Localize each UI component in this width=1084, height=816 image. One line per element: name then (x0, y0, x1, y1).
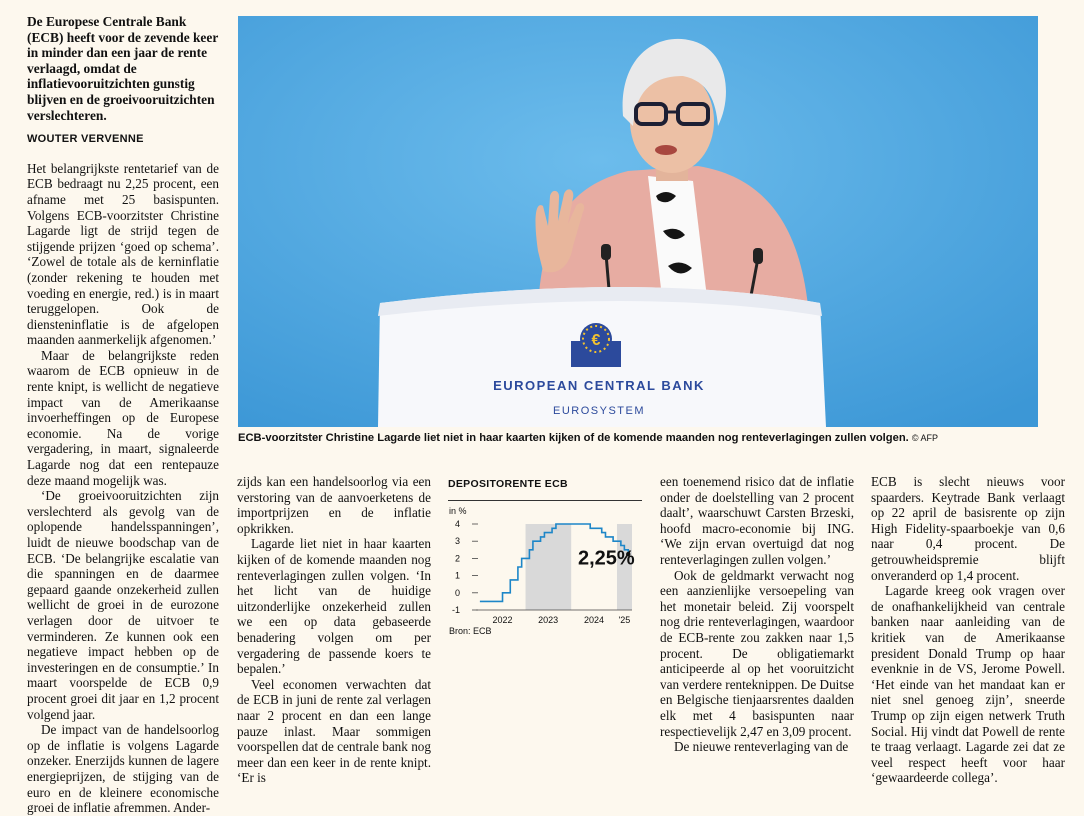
chart-ytick-label: -1 (451, 605, 460, 615)
chart-xtick-label: '25 (618, 615, 631, 625)
paragraph: Maar de belangrijkste reden waarom de ECB opnieuw in de rente knipt, is wellicht de negatieve impact van de Amerikaanse invoerheffingen op de Europese economie. Na de vorige vergadering, in maart, signaleerde Lagarde nog dat een rentepauze deze maand mogelijk was. (27, 347, 219, 488)
byline: WOUTER VERVENNE (27, 133, 144, 146)
chart-xtick-label: 2022 (492, 615, 513, 625)
chart-xtick-label: 2023 (538, 615, 559, 625)
chart-ytick-label: 1 (454, 570, 460, 581)
chart-title: DEPOSITORENTE ECB (448, 478, 568, 490)
paragraph: zijds kan een handelsoorlog via een verstoring van de aanvoerketens de importprijzen en de inflatie opkrikken. (237, 474, 431, 536)
rate-chart (448, 478, 642, 638)
photo-credit: © AFP (911, 433, 939, 443)
paragraph: ECB is slecht nieuws voor spaarders. Keytrade Bank verlaagt op 22 april de basisrente op zijn High Fidelity-spaarboekje van 0,6 naar 0,4 procent. De getrouwheidspremie blijft onveranderd op 1,4 procent. (871, 474, 1065, 583)
chart-shaded-band (526, 524, 572, 610)
podium-text-bank: EUROPEAN CENTRAL BANK (493, 378, 705, 393)
paragraph: Lagarde liet niet in haar kaarten kijken of de komende maanden nog renteverlagingen zullen volgen. ‘In het licht van de huidige uitzonderlijke onzekerheid zullen we een op data gebaseerde benadering volgen om per vergadering de passende koers te bepalen.’ (237, 536, 431, 677)
chart-ylabel: in % (449, 506, 467, 516)
article-column-1 (27, 14, 219, 816)
paragraph: Veel economen verwachten dat de ECB in juni de rente zal verlagen naar 2 procent en dan een lange pauze inlast. Maar sommigen voorspellen dat de centrale bank nog meer dan een keer in de rente knipt. ‘Er is (237, 676, 431, 786)
chart-ytick-label: 3 (454, 536, 460, 547)
lagarde-photo-illustration (238, 16, 1038, 427)
chart-ytick-label: 0 (454, 587, 460, 598)
photo-caption-text: ECB-voorzitster Christine Lagarde liet niet in haar kaarten kijken of de komende maanden nog renteverlagingen zullen volgen. (238, 432, 909, 444)
chart-ytick-label: 2 (454, 553, 460, 564)
chart-title-rule (448, 500, 642, 501)
svg-text:€: € (591, 332, 601, 349)
paragraph: ‘De groeivooruitzichten zijn verslechterd als gevolg van de oplopende handelsspanningen’, luidt de nieuwe boodschap van de ECB. ‘De belangrijke escalatie van die spanningen en de daarmee gepaard gaande onzekerheid zullen wellicht de groei in de eurozone verlagen door de uitvoer te verminderen. Ze kunnen ook een negatieve impact hebben op de investeringen en de consumptie.’ In maart voorspelde de ECB 0,9 procent groei dit jaar en 1,2 procent volgend jaar. (27, 488, 219, 722)
paragraph: een toenemend risico dat de inflatie onder de doelstelling van 2 procent daalt’, waarschuwt Carsten Brzeski, hoofd macro-economie bij ING. ‘We zijn ervan overtuigd dat nog renteverlagingen zullen volgen.’ (660, 474, 854, 567)
chart-xtick-label: 2024 (583, 615, 604, 625)
chart-source: Bron: ECB (449, 626, 492, 636)
paragraph: Lagarde kreeg ook vragen over de onafhankelijkheid van centrale banken naar aanleiding van de kritiek van de Amerikaanse president Donald Trump op haar evenknie in de VS, Jerome Powell. ‘Het einde van het mandaat kan er niet snel genoeg zijn’, sneerde Trump op zijn eigen netwerk Truth Social. Hij vindt dat Powell de rente te traag verlaagt. Lagarde zei dat ze veel respect heeft voor haar ‘gewaardeerde collega’. (871, 583, 1065, 786)
article-column-4 (871, 474, 1065, 786)
article-column-3 (660, 474, 854, 755)
article-column-2 (237, 474, 431, 786)
paragraph: Ook de geldmarkt verwacht nog een aanzienlijke versoepeling van het monetair beleid. Zij voorspelt nog drie renteverlagingen, waardoor de ECB-rente zou zakken naar 1,5 procent. De obligatiemarkt anticipeerde al op het vooruitzicht van verdere renteknippen. De Duitse en Belgische tienjaarsrentes daalden elk met 4 basispunten naar respectievelijk 2,47 en 3,09 procent. (660, 567, 854, 739)
paragraph: De nieuwe renteverlaging van de (674, 739, 849, 755)
paragraph: Het belangrijkste rentetarief van de ECB bedraagt nu 2,25 procent, een afname met 25 basispunten. Volgens ECB-voorzitster Christine Lagarde ligt de strijd tegen de stijgende prijzen ‘goed op schema’. ‘Zowel de totale als de kerninflatie (zonder rekening te houden met voeding en energie, red.) is in maart teruggelopen. Ook de diensteninflatie is de afgelopen maanden aanmerkelijk afgenomen.’ (27, 160, 219, 348)
podium-text-eurosystem: EUROSYSTEM (552, 405, 645, 417)
chart-annotation: 2,25% (578, 547, 635, 570)
chart-plot (448, 518, 642, 628)
paragraph: De impact van de handelsoorlog op de inflatie is volgens Lagarde onzeker. Enerzijds kunnen de lagere energieprijzen, de stijging van de euro en de kleinere economische groei de inflatie afremmen. Ander- (27, 722, 219, 816)
photo-caption (238, 432, 1058, 444)
article-lede: De Europese Centrale Bank (ECB) heeft voor de zevende keer in minder dan een jaar de rente verlaagd, omdat de inflatievooruitzichten gunstig blijven en de groeivooruitzichten verslechteren. (27, 14, 219, 123)
photo (238, 16, 1038, 427)
chart-ytick-label: 4 (454, 519, 460, 529)
